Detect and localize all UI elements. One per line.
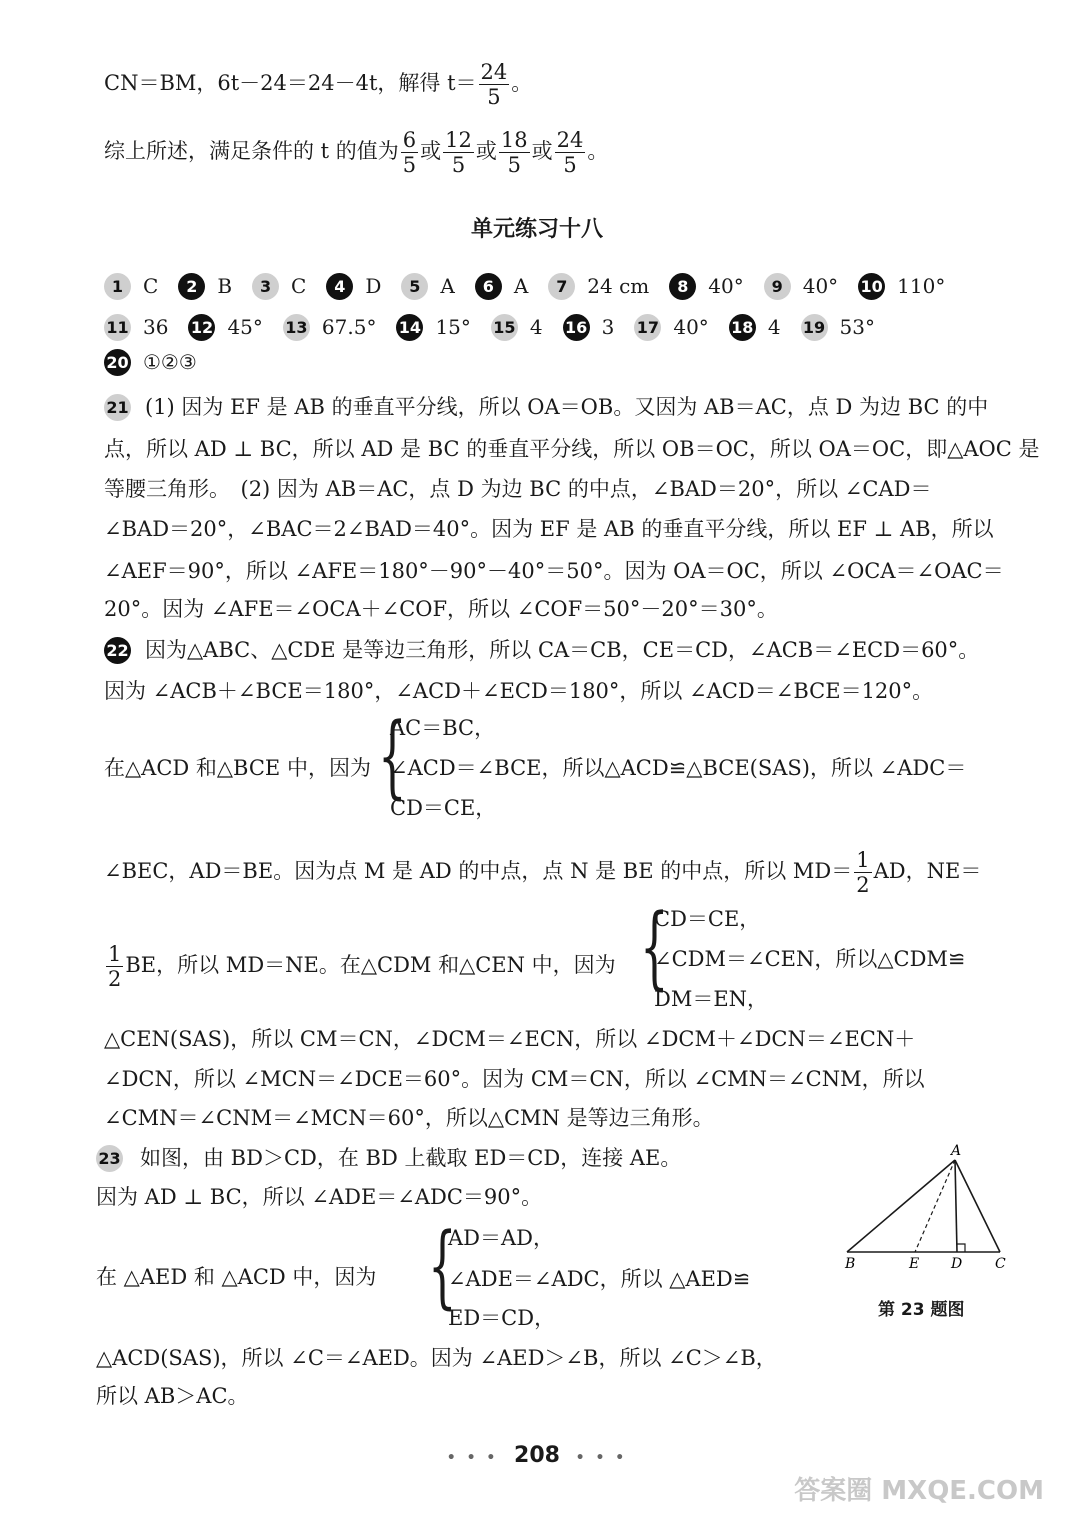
q21-line: ∠BAD＝20°，∠BAC＝2∠BAD＝40°。因为 EF 是 AB 的垂直平分线，所以 EF ⊥ AB，所以 [104,517,994,541]
question-number: 6 [475,273,502,300]
system-line: CD＝CE， [654,907,761,931]
q22-line: ∠CMN＝∠CNM＝∠MCN＝60°，所以△CMN 是等边三角形。 [104,1106,714,1130]
footer-dots-right: • • • [575,1450,628,1466]
top-line-2 [104,128,608,177]
q22-line: △CEN(SAS)，所以 CM＝CN，∠DCM＝∠ECN，所以 ∠DCM＋∠DCN＝∠ECN＋ [104,1027,916,1051]
question-number: 3 [252,273,279,300]
fraction-den: 5 [563,153,577,177]
system-line: ∠CDM＝∠CEN，所以△CDM≌ [654,947,966,971]
answer-value: 53° [839,315,875,339]
answer-value: 67.5° [321,315,377,339]
fraction-den: 2 [108,967,122,991]
text: 综上所述，满足条件的 t 的值为 [104,139,399,163]
answer-value: B [217,274,233,298]
fraction [106,942,123,991]
text: AD，NE＝ [873,859,982,883]
text: 或 [420,139,442,163]
page-footer [0,1443,1074,1468]
label-e: E [909,1256,920,1272]
fraction-num: 1 [108,942,122,966]
question-number: 4 [326,273,353,300]
answer-item [104,314,168,341]
question-number: 2 [178,273,205,300]
q22-line [104,848,981,897]
fraction-num: 18 [500,128,528,152]
q22-line: 因为 ∠ACB＋∠BCE＝180°，∠ACD＋∠ECD＝180°，所以 ∠ACD＝∠BCE＝120°。 [104,679,934,703]
question-number: 15 [491,314,518,341]
footer-dots-left: • • • [446,1450,499,1466]
figure-caption: 第 23 题图 [878,1300,965,1320]
segment-ad [955,1160,957,1252]
segment-ab [847,1160,955,1252]
fraction-num: 6 [402,128,417,152]
section-title: 单元练习十八 [470,217,603,242]
q23-line: △ACD(SAS)，所以 ∠C＝∠AED。因为 ∠AED＞∠B，所以 ∠C＞∠B， [96,1346,777,1370]
answers-row-3 [104,346,217,378]
fraction [401,128,418,177]
q22-line: ∠DCN，所以 ∠MCN＝∠DCE＝60°。因为 CM＝CN，所以 ∠CMN＝∠CNM，所以 [104,1067,925,1091]
question-number: 19 [801,314,828,341]
answer-item [801,314,875,341]
answer-item [178,273,232,300]
triangle-figure [835,1140,1025,1275]
q22-system-prefix: 在△ACD 和△BCE 中，因为 [104,756,371,780]
answer-value: C [143,274,159,298]
question-number: 23 [96,1145,123,1172]
system-line: AD＝AD， [448,1226,555,1250]
q21-line: 点，所以 AD ⊥ BC，所以 AD 是 BC 的垂直平分线，所以 OB＝OC，所以 OA＝OC，即△AOC 是 [104,437,1040,461]
answer-item [563,314,615,341]
left-brace: { [640,895,669,1000]
system-line: ∠ACD＝∠BCE，所以△ACD≌△BCE(SAS)，所以 ∠ADC＝ [390,756,967,780]
text: 。 [587,139,609,163]
fraction-num: 1 [856,848,870,872]
answer-value: ①②③ [143,350,197,374]
page-number: 208 [514,1443,560,1468]
answer-item [104,273,158,300]
answer-item [396,314,470,341]
text: 。 [511,71,533,95]
q23-line: 因为 AD ⊥ BC，所以 ∠ADE＝∠ADC＝90°。 [96,1185,543,1209]
system-line: CD＝CE， [390,796,497,820]
text: BE，所以 MD＝NE。在△CDM 和△CEN 中，因为 [125,953,616,977]
system-line: ED＝CD， [448,1306,556,1330]
q22-line: 因为△ABC、△CDE 是等边三角形，所以 CA＝CB，CE＝CD，∠ACB＝∠ECD＝60°。 [145,638,980,662]
answer-item [548,273,649,300]
left-brace: { [428,1214,457,1319]
answer-value: 36 [143,315,169,339]
fraction-den: 5 [402,153,417,177]
question-number: 20 [104,349,131,376]
answer-value: A [440,274,455,298]
question-number: 5 [401,273,428,300]
answer-value: 15° [435,315,471,339]
fraction-den: 5 [507,153,521,177]
q23-line: 所以 AB＞AC。 [96,1384,249,1408]
question-number: 13 [283,314,310,341]
q22-line [104,942,616,991]
answer-value: 40° [708,274,744,298]
fraction [479,60,510,109]
text: 或 [531,139,553,163]
question-number: 12 [188,314,215,341]
fraction-num: 24 [480,60,508,84]
answer-value: 40° [673,315,709,339]
q21-line: (1) 因为 EF 是 AB 的垂直平分线，所以 OA＝OB。又因为 AB＝AC，点 D 为边 BC 的中 [145,395,989,419]
question-number: 10 [858,273,885,300]
question-number: 11 [104,314,131,341]
answer-item [491,314,543,341]
answers-row-2 [104,311,895,343]
answers-row-1 [104,270,965,302]
label-b: B [845,1256,856,1272]
answer-value: 4 [767,315,781,339]
answer-item [401,273,454,300]
fraction-den: 5 [487,85,501,109]
question-number: 17 [634,314,661,341]
text: CN＝BM，6t－24＝24－4t，解得 t＝ [104,71,477,95]
answer-item [858,273,945,300]
segment-ae-dashed [915,1160,955,1252]
q23-system-prefix: 在 △AED 和 △ACD 中，因为 [96,1265,377,1289]
answer-item [188,314,262,341]
q21-line: 20°。因为 ∠AFE＝∠OCA＋∠COF，所以 ∠COF＝50°－20°＝30°。 [104,597,778,621]
answer-value: 3 [601,315,615,339]
text: ∠BEC，AD＝BE。因为点 M 是 AD 的中点，点 N 是 BE 的中点，所以 MD＝ [104,859,853,883]
question-number: 21 [104,394,131,421]
segment-ac [955,1160,1000,1252]
fraction-num: 24 [556,128,584,152]
label-c: C [995,1256,1006,1272]
answer-item [634,314,708,341]
answer-item [669,273,743,300]
fraction [443,128,474,177]
answer-value: 45° [227,315,263,339]
text: 或 [475,139,497,163]
fraction-den: 2 [856,873,870,897]
answer-value: 110° [897,274,946,298]
answer-value: 24 cm [587,274,650,298]
watermark: 答案圈 MXQE.COM [794,1476,1044,1506]
question-number: 1 [104,273,131,300]
q23-line: 如图，由 BD＞CD，在 BD 上截取 ED＝CD，连接 AE。 [140,1146,682,1170]
top-line-1 [104,60,532,109]
q21-line: 等腰三角形。 (2) 因为 AB＝AC，点 D 为边 BC 的中点，∠BAD＝20°，所以 ∠CAD＝ [104,477,932,501]
answer-value: A [513,274,529,298]
question-number: 7 [548,273,575,300]
answer-item [326,273,381,300]
answer-value: 40° [802,274,839,298]
question-number: 9 [764,273,791,300]
left-brace: { [378,704,407,809]
answer-value: 4 [529,315,543,339]
answer-item [729,314,781,341]
system-line: ∠ADE＝∠ADC，所以 △AED≌ [448,1267,751,1291]
system-line: DM＝EN， [654,987,769,1011]
fraction-num: 12 [445,128,472,152]
answer-item [283,314,377,341]
question-number: 18 [729,314,756,341]
answer-value: D [365,274,382,298]
answer-item [764,273,838,300]
q21-line: ∠AEF＝90°，所以 ∠AFE＝180°－90°－40°＝50°。因为 OA＝OC，所以 ∠OCA＝∠OAC＝ [104,559,1004,583]
fraction-den: 5 [451,153,466,177]
fraction [555,128,586,177]
right-angle-mark [957,1244,965,1252]
label-d: D [951,1256,963,1272]
fraction [499,128,530,177]
question-number: 22 [104,637,131,664]
question-number: 8 [669,273,696,300]
question-number: 16 [563,314,590,341]
answer-item [475,273,528,300]
question-number: 14 [396,314,423,341]
fraction [854,848,871,897]
answer-item [104,349,197,376]
system-line: AC＝BC， [390,716,496,740]
answer-item [252,273,306,300]
label-a: A [951,1143,962,1159]
answer-value: C [291,274,307,298]
